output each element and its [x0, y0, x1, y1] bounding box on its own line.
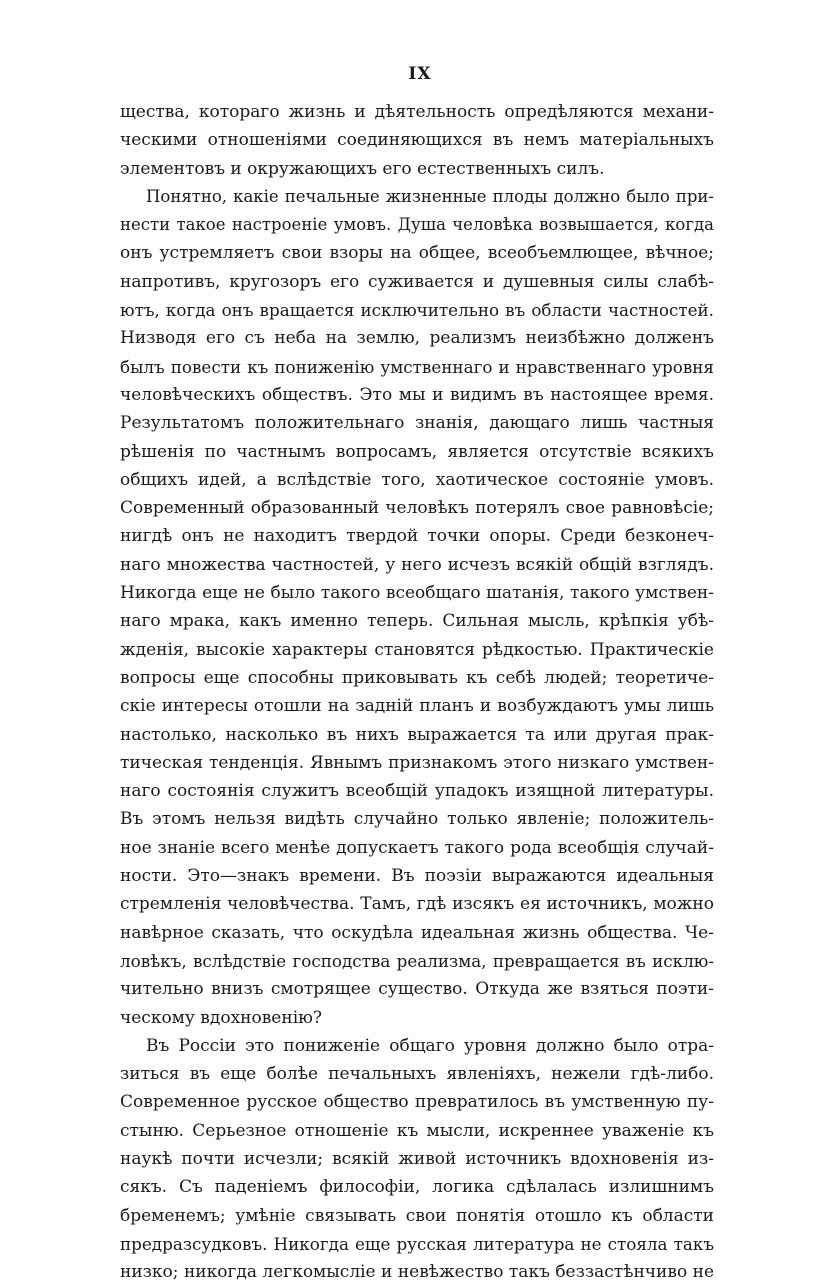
text-line: былъ повести къ пониженію умственнаго и нравственнаго уровня	[120, 356, 714, 377]
text-line: ловѣкъ, вслѣдствіе господства реализма, превращается въ исклю-	[120, 950, 714, 971]
text-line: Понятно, какіе печальные жизненные плоды должно было при-	[146, 186, 714, 206]
text-line: наго множества частностей, у него исчезъ всякій общій взглядъ.	[120, 554, 714, 575]
text-line: напротивъ, кругозоръ его суживается и душевныя силы слабѣ-	[120, 271, 714, 292]
text-line: элементовъ и окружающихъ его естественныхъ силъ.	[120, 158, 605, 179]
text-line: ютъ, когда онъ вращается исключительно въ области частностей.	[120, 300, 714, 321]
text-line: сякъ. Съ паденіемъ философіи, логика сдѣлалась излишнимъ	[120, 1177, 714, 1198]
text-line: Современный образованный человѣкъ потерялъ свое равновѣсіе;	[120, 498, 714, 519]
body-text	[120, 98, 714, 1286]
text-line: Современное русское общество превратилось въ умственную пу-	[120, 1092, 714, 1113]
text-line: Результатомъ положительнаго знанія, дающаго лишь частныя	[120, 413, 714, 434]
text-line: стыню. Серьезное отношеніе къ мысли, искреннее уваженіе къ	[120, 1120, 714, 1141]
text-line: онъ устремляетъ свои взоры на общее, всеобъемлющее, вѣчное;	[120, 243, 714, 264]
text-line: навѣрное сказать, что оскудѣла идеальная жизнь общества. Че-	[120, 922, 714, 943]
text-line: вопросы еще способны приковывать къ себѣ людей; теоретиче-	[120, 667, 714, 688]
text-line: Никогда еще не было такого всеобщаго шатанія, такого умствен-	[120, 583, 714, 604]
text-line: общихъ идей, а вслѣдствіе того, хаотическое состояніе умовъ.	[120, 469, 714, 490]
text-line: чительно внизъ смотрящее существо. Откуда же взяться поэти-	[120, 979, 714, 1000]
text-line: Въ этомъ нельзя видѣть случайно только явленіе; положитель-	[120, 809, 714, 830]
text-line: Въ Россіи это пониженіе общаго уровня должно было отра-	[146, 1035, 714, 1056]
text-line: ческому вдохновенію?	[120, 1007, 323, 1028]
text-line: рѣшенія по частнымъ вопросамъ, является отсутствіе всякихъ	[120, 441, 714, 462]
page-number: IX	[408, 64, 432, 84]
text-line: нести такое настроеніе умовъ. Душа человѣка возвышается, когда	[120, 215, 714, 235]
text-line: жденія, высокіе характеры становятся рѣдкостью. Практическіе	[120, 639, 714, 660]
text-line: ческими отношеніями соединяющихся въ немъ матеріальныхъ	[120, 130, 714, 151]
text-line: наго состоянія служитъ всеобщій упадокъ изящной литературы.	[120, 781, 714, 802]
text-line: нигдѣ онъ не находитъ твердой точки опоры. Среди безконеч-	[120, 526, 714, 547]
text-line: настолько, насколько въ нихъ выражается та или другая прак-	[120, 724, 714, 745]
text-line: ности. Это—знакъ времени. Въ поэзіи выражаются идеальныя	[120, 866, 714, 887]
text-line: бременемъ; умѣніе связывать свои понятія отошло къ области	[120, 1205, 714, 1226]
text-line: стремленія человѣчества. Тамъ, гдѣ изсякъ ея источникъ, можно	[120, 894, 714, 915]
text-line: наукѣ почти исчезли; всякій живой источникъ вдохновенія из-	[120, 1148, 714, 1169]
text-line: Низводя его съ неба на землю, реализмъ неизбѣжно долженъ	[120, 328, 714, 349]
text-line: скіе интересы отошли на задній планъ и возбуждаютъ умы лишь	[120, 696, 714, 717]
text-line: наго мрака, какъ именно теперь. Сильная мысль, крѣпкія убѣ-	[120, 611, 714, 632]
text-line: низко; никогда легкомысліе и невѣжество такъ беззастѣнчиво не	[120, 1262, 714, 1283]
text-line: человѣческихъ обществъ. Это мы и видимъ въ настоящее время.	[120, 384, 714, 405]
text-line: щества, котораго жизнь и дѣятельность опредѣляются механи-	[120, 102, 714, 122]
text-line: предразсудковъ. Никогда еще русская литература не стояла такъ	[120, 1233, 714, 1254]
text-line: тическая тенденція. Явнымъ признакомъ этого низкаго умствен-	[120, 752, 714, 773]
text-line: ное знаніе всего менѣе допускаетъ такого рода всеобщія случай-	[120, 837, 714, 858]
text-line: зиться въ еще болѣе печальныхъ явленіяхъ, нежели гдѣ-либо.	[120, 1064, 714, 1085]
